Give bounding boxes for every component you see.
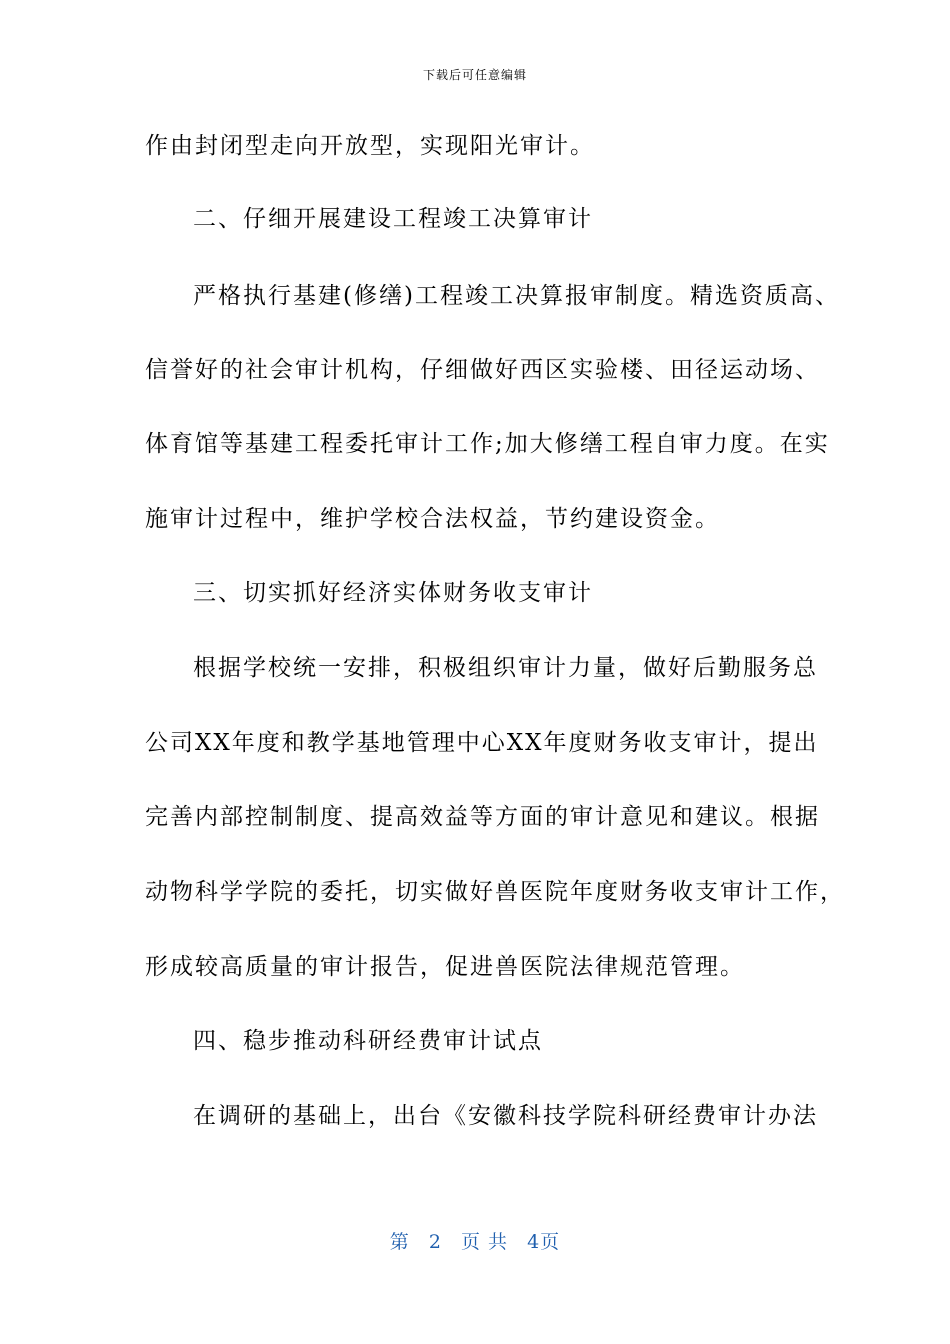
header-note: 下载后可任意编辑: [422, 68, 527, 82]
section-heading: 二、仔细开展建设工程竣工决算审计: [193, 206, 593, 232]
body-line: 作由封闭型走向开放型，实现阳光审计。: [145, 133, 595, 159]
page-footer: [0, 1227, 950, 1254]
body-line: 根据学校统一安排，积极组织审计力量，做好后勤服务总: [193, 655, 818, 681]
body-line: 公司XX年度和教学基地管理中心XX年度财务收支审计，提出: [145, 730, 819, 756]
footer-current-page: 2: [428, 1231, 442, 1253]
footer-page-label: 第: [389, 1231, 410, 1253]
section-heading: 三、切实抓好经济实体财务收支审计: [193, 580, 593, 606]
body-line: 体育馆等基建工程委托审计工作;加大修缮工程自审力度。在实: [145, 431, 830, 457]
body-line: 动物科学学院的委托，切实做好兽医院年度财务收支审计工作，: [145, 879, 845, 905]
body-line: 信誉好的社会审计机构，仔细做好西区实验楼、田径运动场、: [145, 357, 820, 383]
footer-of-label: 页 共: [461, 1231, 509, 1253]
body-line: 施审计过程中，维护学校合法权益，节约建设资金。: [145, 506, 720, 532]
body-line: 严格执行基建(修缮)工程竣工决算报审制度。精选资质高、: [193, 283, 840, 309]
body-line: 完善内部控制制度、提高效益等方面的审计意见和建议。根据: [145, 804, 820, 830]
body-line: 形成较高质量的审计报告，促进兽医院法律规范管理。: [145, 954, 745, 980]
footer-total-pages: 4页: [527, 1231, 561, 1253]
body-line: 在调研的基础上，出台《安徽科技学院科研经费审计办法: [193, 1103, 818, 1129]
section-heading: 四、稳步推动科研经费审计试点: [193, 1028, 543, 1054]
